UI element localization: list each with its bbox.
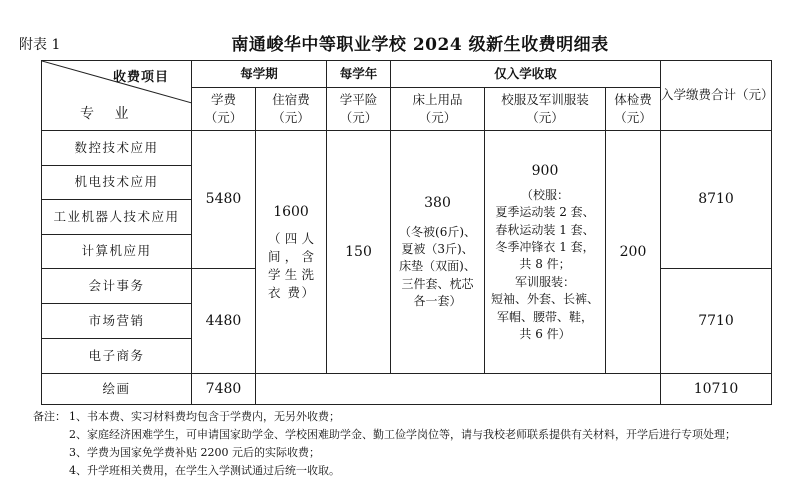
header-corner-cell bbox=[42, 61, 192, 131]
uniform-line: 军帽、腰带、鞋， bbox=[497, 309, 594, 324]
medical-value: 200 bbox=[606, 131, 661, 374]
bedding-line: 各一套） bbox=[413, 294, 462, 309]
note-item: 4、升学班相关费用，在学生入学测试通过后统一收取。 bbox=[69, 464, 340, 477]
note-row bbox=[33, 408, 736, 426]
bedding-line: （冬被(6斤)、 bbox=[399, 224, 477, 239]
header-medical-unit: （元） bbox=[614, 110, 652, 125]
major-cell: 工业机器人技术应用 bbox=[42, 200, 192, 235]
bedding-line: 三件套、枕芯 bbox=[401, 276, 474, 291]
dorm-fee-cell bbox=[256, 131, 327, 374]
total-value: 7710 bbox=[661, 269, 772, 374]
header-medical bbox=[606, 88, 661, 131]
uniform-line: 共 6 件） bbox=[519, 327, 571, 342]
header-uniform-unit: （元） bbox=[526, 110, 564, 125]
note-item: 2、家庭经济困难学生，可申请国家助学金、学校困难助学金、勤工俭学岗位等，请与我校老师联系提供有关材料，开学后进行专项处理； bbox=[69, 428, 736, 441]
attachment-label: 附表 1 bbox=[19, 37, 61, 53]
notes bbox=[33, 408, 736, 480]
note-row bbox=[33, 444, 736, 462]
header-medical-label: 体检费 bbox=[614, 91, 652, 107]
page-title: 南通峻华中等职业学校 2024 级新生收费明细表 bbox=[231, 35, 609, 55]
uniform-line: 共 8 件； bbox=[519, 257, 571, 272]
tuition-value: 4480 bbox=[192, 269, 256, 374]
total-value: 10710 bbox=[661, 374, 772, 405]
note-item: 3、学费为国家免学费补贴 2200 元后的实际收费； bbox=[69, 446, 320, 459]
note-row bbox=[33, 462, 736, 480]
bedding-line: 床垫（双面)、 bbox=[399, 259, 476, 274]
uniform-line: 冬季冲锋衣 1 套， bbox=[495, 240, 595, 255]
header-tuition-unit: （元） bbox=[204, 110, 243, 125]
tuition-value: 7480 bbox=[192, 374, 256, 405]
uniform-line: （校服： bbox=[521, 187, 570, 202]
header-insurance-unit: （元） bbox=[339, 110, 378, 125]
major-cell: 数控技术应用 bbox=[42, 131, 192, 166]
major-cell: 机电技术应用 bbox=[42, 166, 192, 200]
major-cell: 绘画 bbox=[42, 374, 192, 405]
tuition-value: 5480 bbox=[192, 131, 256, 269]
header-enrollment-only: 仅入学收取 bbox=[391, 61, 661, 88]
major-cell: 会计事务 bbox=[42, 269, 192, 304]
header-bedding-unit: （元） bbox=[418, 110, 457, 125]
major-cell: 市场营销 bbox=[42, 304, 192, 339]
header-insurance bbox=[327, 88, 391, 131]
header-dorm-fee-label: 住宿费 bbox=[272, 91, 310, 107]
corner-fee-item-label: 收费项目 bbox=[112, 70, 169, 85]
uniform-line: 夏季运动装 2 套、 bbox=[495, 205, 595, 220]
uniform-line: 短袖、外套、长裤、 bbox=[491, 292, 600, 307]
uniform-line: 春秋运动装 1 套、 bbox=[495, 222, 595, 237]
header-bedding-label: 床上用品 bbox=[412, 91, 463, 107]
blank-cell bbox=[256, 374, 661, 405]
uniform-value: 900 bbox=[531, 162, 559, 179]
corner-major-label: 专 业 bbox=[80, 106, 137, 122]
header-per-semester: 每学期 bbox=[192, 61, 327, 88]
fee-table bbox=[41, 60, 772, 405]
dorm-fee-value: 1600 bbox=[273, 203, 309, 220]
header-dorm-fee-unit: （元） bbox=[272, 110, 310, 125]
uniform-line: 军训服装： bbox=[515, 274, 576, 289]
note-row bbox=[33, 426, 736, 444]
bedding-value: 380 bbox=[424, 195, 451, 212]
uniform-cell bbox=[485, 131, 606, 374]
header-bedding bbox=[391, 88, 485, 131]
bedding-line: 夏被（3斤)、 bbox=[401, 242, 474, 257]
header-tuition-label: 学费 bbox=[210, 91, 236, 107]
header-per-year: 每学年 bbox=[327, 61, 391, 88]
insurance-value: 150 bbox=[327, 131, 391, 374]
bedding-cell bbox=[391, 131, 485, 374]
major-cell: 计算机应用 bbox=[42, 235, 192, 269]
header-dorm-fee bbox=[256, 88, 327, 131]
header-uniform-label: 校服及军训服装 bbox=[501, 91, 589, 107]
notes-lead: 备注： bbox=[33, 410, 66, 423]
major-cell: 电子商务 bbox=[42, 339, 192, 374]
header-total: 入学缴费合计（元） bbox=[661, 61, 772, 131]
header-tuition bbox=[192, 88, 256, 131]
dorm-fee-note: （ 四 人 间，含学 生 洗 衣 费） bbox=[268, 230, 314, 301]
note-item: 1、书本费、实习材料费均包含于学费内，无另外收费； bbox=[69, 410, 340, 423]
header-uniform bbox=[485, 88, 606, 131]
header-insurance-label: 学平险 bbox=[339, 91, 378, 107]
total-value: 8710 bbox=[661, 131, 772, 269]
